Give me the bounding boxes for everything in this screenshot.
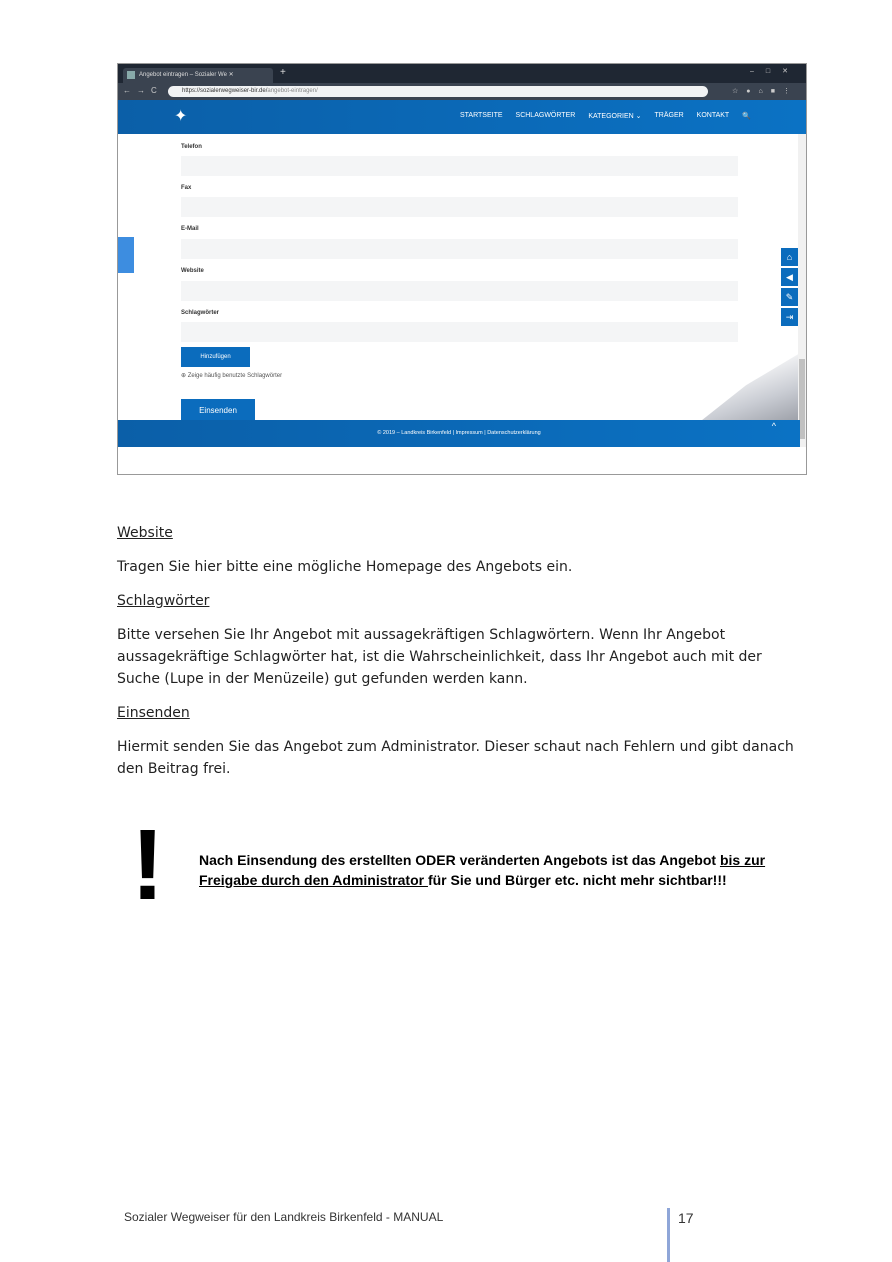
tab-bar (118, 64, 806, 83)
logo-icon[interactable]: ✦ (174, 108, 188, 125)
label-telefon: Telefon (181, 144, 202, 150)
logout-icon[interactable]: ⇥ (781, 308, 798, 326)
text-website: Tragen Sie hier bitte eine mögliche Homepage des Angebots ein. (117, 559, 573, 575)
add-button[interactable]: Hinzufügen (181, 347, 250, 367)
url-path: angebot-eintragen/ (267, 88, 318, 94)
browser-tab[interactable]: Angebot eintragen – Sozialer We ✕ (123, 68, 273, 83)
telefon-input[interactable] (181, 156, 738, 176)
warning-part3: für Sie und Bürger etc. nicht mehr sichtbar!!! (427, 872, 727, 888)
footer-divider (667, 1208, 670, 1262)
text-einsenden: Hiermit senden Sie das Angebot zum Administrator. Dieser schaut nach Fehlern und gibt danach den Beitrag frei. (117, 739, 794, 777)
site-header (118, 100, 806, 134)
window-controls[interactable]: –□✕ (750, 68, 800, 75)
side-tab[interactable] (118, 237, 134, 273)
submit-button[interactable]: Einsenden (181, 399, 255, 423)
menu-kategorien[interactable]: KATEGORIEN ⌄ (588, 113, 642, 120)
extension-icons[interactable]: ☆●⌂■⋮ (732, 88, 798, 95)
new-tab-icon[interactable]: + (280, 67, 286, 78)
heading-schlagwoerter: Schlagwörter (117, 593, 210, 609)
url-field[interactable] (168, 86, 708, 97)
site-footer-text: © 2019 – Landkreis Birkenfeld | Impressum | Datenschutzerklärung (377, 430, 541, 436)
label-email: E-Mail (181, 226, 199, 232)
heading-website: Website (117, 525, 173, 541)
menu-startseite[interactable]: STARTSEITE (460, 112, 503, 119)
website-input[interactable] (181, 281, 738, 301)
warning-text (199, 850, 799, 890)
label-schlagwoerter: Schlagwörter (181, 310, 220, 316)
schlagwoerter-input[interactable] (181, 322, 738, 342)
footer-text: Sozialer Wegweiser für den Landkreis Birkenfeld - MANUAL (124, 1210, 444, 1224)
favicon-icon (127, 71, 135, 79)
email-input[interactable] (181, 239, 738, 259)
menu-traeger[interactable]: TRÄGER (654, 112, 684, 119)
site-footer (118, 420, 800, 447)
url-host: https://sozialerwegweiser-bir.de/ (182, 88, 268, 94)
chevron-up-icon[interactable]: ^ (771, 421, 776, 431)
megaphone-icon[interactable]: ◀ (781, 268, 798, 286)
exclamation-icon: ! (131, 809, 165, 921)
page-number: 17 (678, 1210, 694, 1226)
show-tags-link[interactable]: ⊕ Zeige häufig benutzte Schlagwörter (181, 373, 283, 379)
nav-icons[interactable]: ←→C (123, 86, 163, 95)
heading-einsenden: Einsenden (117, 705, 190, 721)
home-icon[interactable]: ⌂ (781, 248, 798, 266)
warning-part1: Nach Einsendung des erstellten ODER veränderten Angebots ist das Angebot (199, 852, 720, 868)
text-schlagwoerter: Bitte versehen Sie Ihr Angebot mit aussagekräftigen Schlagwörtern. Wenn Ihr Angebot aussagekräftige Schlagwörter hat, ist die Wahrscheinlichkeit, dass Ihr Angebot auch mit der Suche (Lupe in der Menüzeile) gut gefunden werden kann. (117, 627, 762, 687)
search-icon[interactable]: 🔍 (742, 113, 751, 120)
label-website: Website (181, 268, 204, 274)
address-bar-row (118, 83, 806, 100)
scrollbar[interactable] (798, 134, 806, 447)
tab-title: Angebot eintragen – Sozialer We (139, 72, 227, 78)
fax-input[interactable] (181, 197, 738, 217)
browser-screenshot (117, 63, 807, 475)
menu-kontakt[interactable]: KONTAKT (696, 112, 730, 119)
form-content (118, 134, 806, 447)
section-website (117, 522, 807, 780)
main-menu (460, 112, 751, 120)
warning-part2: bis zur Freigabe durch den Administrator (199, 852, 766, 888)
side-icons (781, 248, 798, 328)
menu-schlagwoerter[interactable]: SCHLAGWÖRTER (515, 112, 576, 119)
hint-text: Zeige häufig benutzte Schlagwörter (187, 373, 283, 379)
label-fax: Fax (181, 185, 192, 191)
wrench-icon[interactable]: ✎ (781, 288, 798, 306)
